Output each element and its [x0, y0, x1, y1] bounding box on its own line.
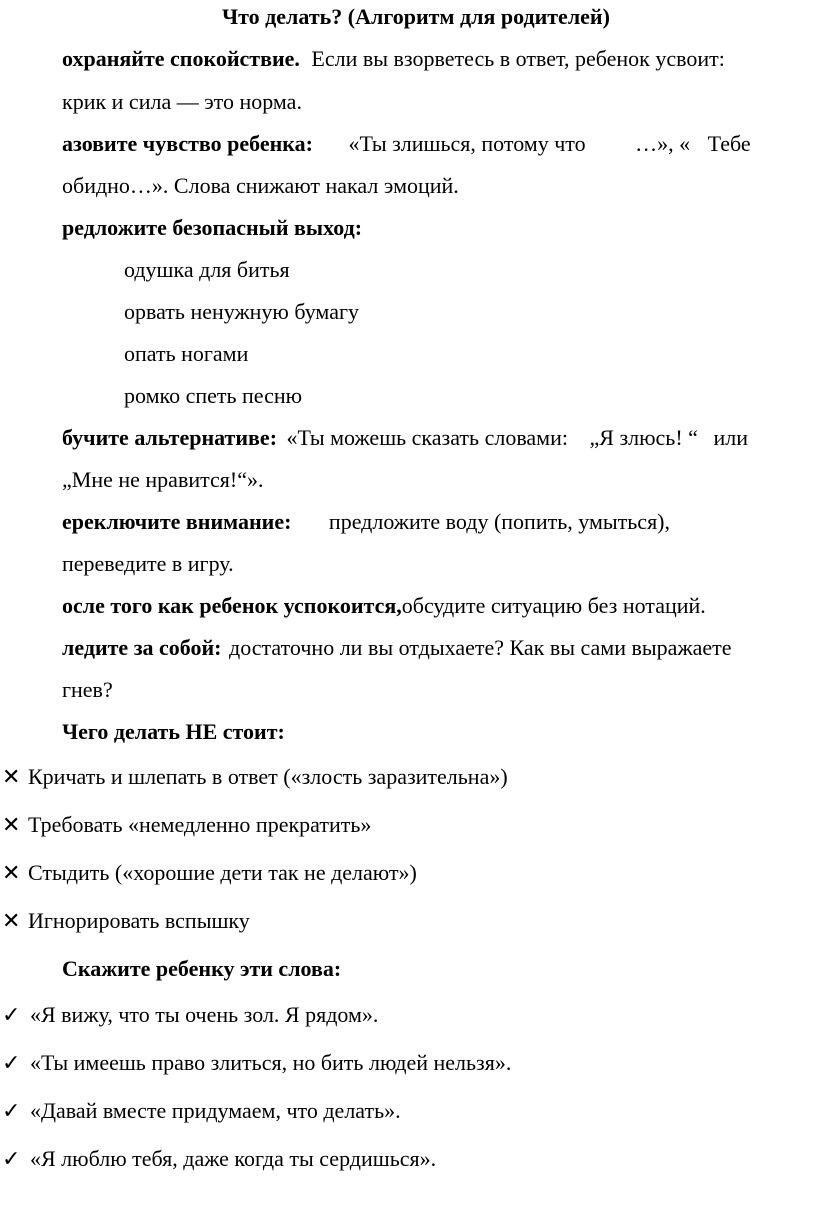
page-title: Что делать? (Алгоритм для родителей)	[222, 4, 610, 29]
option-item: одушка для битья	[124, 257, 290, 282]
cross-icon: ✕	[2, 765, 21, 790]
dont-item	[2, 762, 508, 793]
say-item	[2, 1048, 511, 1079]
say-item-text: «Я люблю тебя, даже когда ты сердишься».	[30, 1146, 437, 1171]
step-after-calm	[62, 591, 706, 621]
step-self-care	[62, 633, 816, 663]
say-item	[2, 1096, 401, 1127]
step-name-feeling	[62, 129, 816, 159]
dont-item-text: Кричать и шлепать в ответ	[28, 764, 278, 789]
say-heading: Скажите ребенку эти слова:	[62, 956, 342, 981]
step-switch-attention-text: предложите воду (попить, умыться),	[328, 509, 671, 534]
step-alternative-text-c: или	[713, 425, 748, 450]
step-alternative-text-2: „Мне не нравится!“».	[62, 467, 264, 492]
step-name-feeling-text-c: Тебе	[707, 131, 751, 156]
step-self-care-text-2: гнев?	[62, 677, 113, 702]
step-alternative	[62, 423, 816, 453]
say-item	[2, 1144, 436, 1175]
step-after-calm-text-b: нотаций.	[622, 593, 706, 618]
dont-item-text: Стыдить («хорошие дети так не делают»)	[28, 860, 417, 885]
say-item-text: «Я вижу, что ты очень зол. Я рядом».	[30, 1002, 379, 1027]
check-icon: ✓	[2, 1051, 21, 1076]
step-calm-text: Если вы взорветесь в ответ, ребенок усвоит:	[311, 46, 725, 71]
step-name-feeling-text-2: обидно…». Слова снижают накал эмоций.	[62, 173, 459, 198]
option-item: опать ногами	[124, 341, 249, 366]
step-alternative-text-b: „Я злюсь! “	[589, 425, 698, 450]
dont-item	[2, 810, 371, 841]
cross-icon: ✕	[2, 861, 21, 886]
dont-item-text: Требовать	[28, 812, 123, 837]
step-safe-outlet-heading: редложите безопасный выход:	[62, 215, 363, 240]
step-calm	[62, 44, 725, 74]
cross-icon: ✕	[2, 813, 21, 838]
say-item-text: «Давай вместе придумаем, что делать».	[30, 1098, 401, 1123]
dont-item	[2, 858, 417, 889]
step-calm-text-2: крик и сила — это норма.	[62, 89, 302, 114]
dont-item	[2, 906, 250, 937]
dont-item-text-b: «немедленно прекратить»	[128, 812, 372, 837]
step-self-care-text: достаточно ли вы отдыхаете? Как вы сами выражаете	[229, 635, 732, 660]
step-switch-attention-text-2: переведите в игру.	[62, 551, 234, 576]
dont-item-text-b: («злость заразительна»)	[283, 764, 508, 789]
say-item-text: «Ты имеешь право злиться, но бить людей нельзя».	[30, 1050, 512, 1075]
dont-heading: Чего делать НЕ стоит:	[62, 719, 285, 744]
step-calm-heading: охраняйте спокойствие.	[62, 46, 300, 71]
step-alternative-text: «Ты можешь сказать словами:	[286, 425, 568, 450]
step-name-feeling-text: «Ты злишься, потому что	[348, 131, 586, 156]
step-after-calm-heading: осле того как ребенок успокоится,	[62, 593, 402, 618]
option-item: ромко спеть песню	[124, 383, 303, 408]
step-switch-attention	[62, 507, 670, 537]
option-item: орвать ненужную бумагу	[124, 299, 359, 324]
step-name-feeling-heading: азовите чувство ребенка:	[62, 131, 313, 156]
step-after-calm-text: обсудите ситуацию без	[401, 593, 618, 618]
step-alternative-heading: бучите альтернативе:	[62, 425, 278, 450]
check-icon: ✓	[2, 1099, 21, 1124]
check-icon: ✓	[2, 1003, 21, 1028]
step-self-care-heading: ледите за собой:	[62, 635, 222, 660]
step-switch-attention-heading: ереключите внимание:	[62, 509, 292, 534]
step-name-feeling-text-b: …», «	[635, 131, 691, 156]
dont-item-text: Игнорировать вспышку	[28, 908, 250, 933]
check-icon: ✓	[2, 1147, 21, 1172]
cross-icon: ✕	[2, 909, 21, 934]
say-item	[2, 1000, 378, 1031]
